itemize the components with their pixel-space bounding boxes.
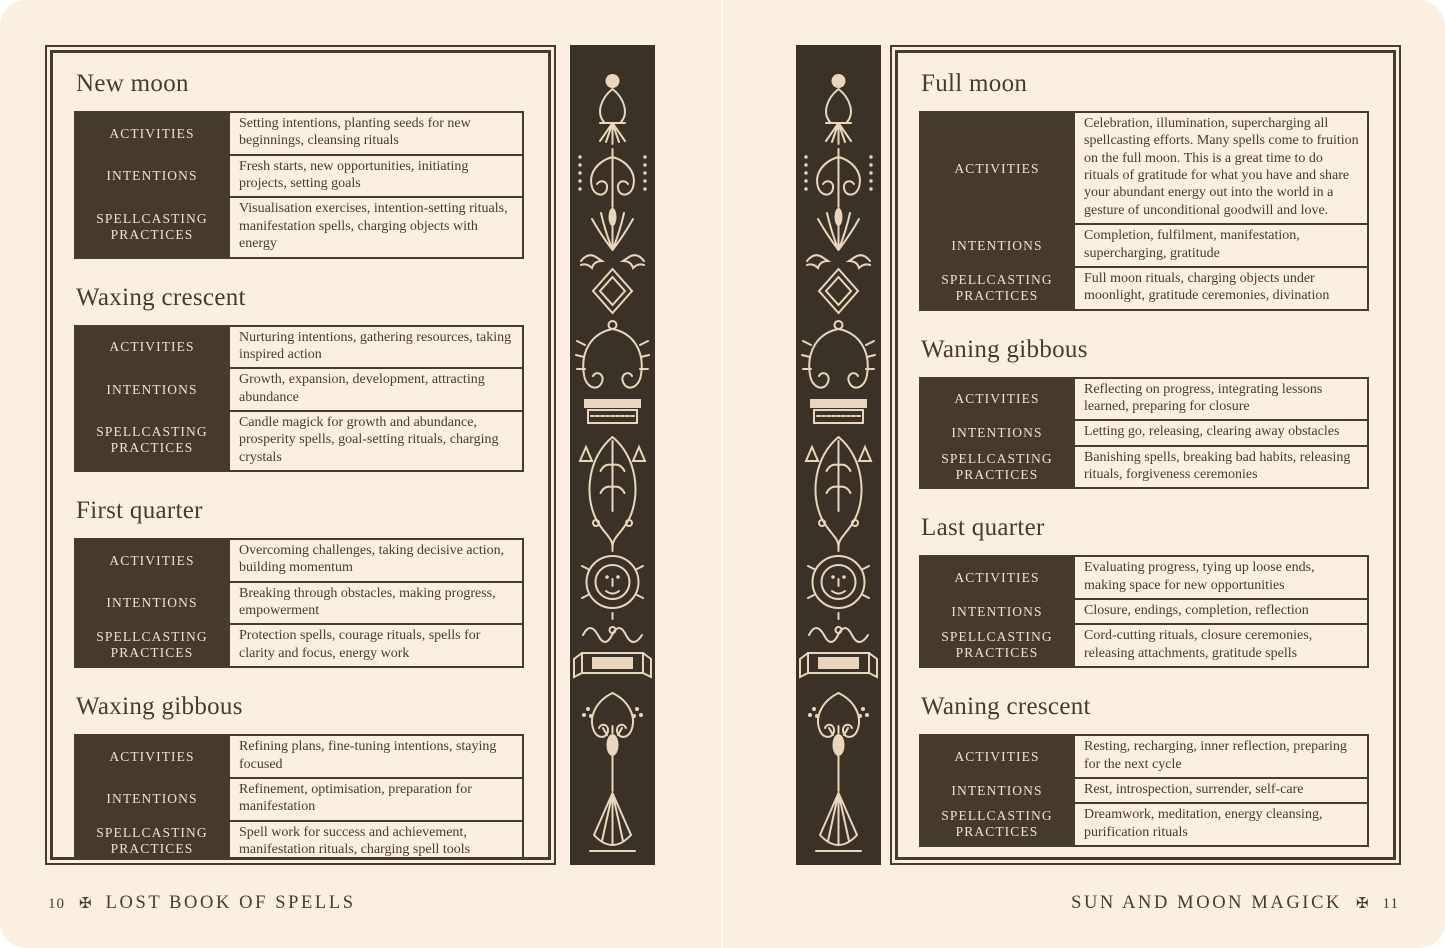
row-label-activities: ACTIVITIES [75,539,229,582]
table-row [920,778,1368,803]
row-label-intentions: INTENTIONS [920,420,1074,445]
table-row [920,556,1368,599]
table-row [920,112,1368,224]
row-value-activities: Celebration, illumination, supercharging all spellcasting efforts. Many spells come to fruition on the full moon. This is a great time to do rituals of gratitude for what you have and share your abundant energy out into the world in a gesture of unconditional goodwill and love. [1074,112,1368,224]
row-value-intentions: Completion, fulfilment, manifestation, supercharging, gratitude [1074,224,1368,267]
ornamental-border-icon [570,45,655,865]
row-label-intentions: INTENTIONS [75,582,229,625]
table-row [920,224,1368,267]
row-label-activities: ACTIVITIES [920,556,1074,599]
table-row [75,582,523,625]
table-row [920,378,1368,421]
row-value-spellcasting: Protection spells, courage rituals, spells for clarity and focus, energy work [229,624,523,667]
section-last-quarter [919,514,1369,668]
row-value-spellcasting: Dreamwork, meditation, energy cleansing, purification rituals [1074,803,1368,846]
row-label-intentions: INTENTIONS [75,368,229,411]
row-label-intentions: INTENTIONS [920,778,1074,803]
row-value-spellcasting: Cord-cutting rituals, closure ceremonies, releasing attachments, gratitude spells [1074,624,1368,667]
section-waning-gibbous [919,336,1369,490]
right-page-content [895,50,1396,860]
row-label-intentions: INTENTIONS [920,224,1074,267]
row-value-activities: Nurturing intentions, gathering resources, taking inspired action [229,326,523,369]
row-label-activities: ACTIVITIES [920,112,1074,224]
book-title: LOST BOOK OF SPELLS [105,893,356,913]
row-label-activities: ACTIVITIES [75,735,229,778]
section-full-moon [919,70,1369,311]
row-label-activities: ACTIVITIES [920,735,1074,778]
table-row [920,803,1368,846]
phase-title: Full moon [921,70,1028,97]
table-row [920,735,1368,778]
table-row [75,539,523,582]
table-row [920,267,1368,310]
section-waxing-crescent [74,284,524,473]
phase-title: Waning crescent [921,693,1091,721]
table-row [920,420,1368,445]
right-page-footer [1071,893,1399,914]
row-value-intentions: Fresh starts, new opportunities, initiating projects, setting goals [229,155,523,198]
ornamental-border-icon [796,45,881,865]
table-row [75,112,523,155]
phase-title: New moon [76,70,189,97]
row-value-activities: Refining plans, fine-tuning intentions, staying focused [229,735,523,778]
section-new-moon [74,70,524,259]
table-row [75,821,523,860]
left-page-frame [45,45,556,865]
row-label-activities: ACTIVITIES [75,326,229,369]
phase-title: Waxing gibbous [76,693,243,721]
page-spine [721,0,723,948]
table-row [75,368,523,411]
phase-table [74,538,524,668]
table-row [920,446,1368,489]
left-page-footer [48,893,356,914]
phase-title: Last quarter [921,514,1045,542]
row-value-intentions: Breaking through obstacles, making progress, empowerment [229,582,523,625]
table-row [920,599,1368,624]
row-label-activities: ACTIVITIES [75,112,229,155]
row-label-spellcasting: SPELLCASTING PRACTICES [920,624,1074,667]
row-label-spellcasting: SPELLCASTING PRACTICES [920,446,1074,489]
phase-table [919,377,1369,490]
phase-table [74,325,524,473]
section-waning-crescent [919,693,1369,847]
table-row [75,197,523,257]
row-value-spellcasting: Spell work for success and achievement, manifestation rituals, charging spell tools [229,821,523,860]
row-label-intentions: INTENTIONS [75,778,229,821]
table-row [75,778,523,821]
phase-table [74,734,524,860]
row-value-spellcasting: Visualisation exercises, intention-setting rituals, manifestation spells, charging objects with energy [229,197,523,257]
row-label-spellcasting: SPELLCASTING PRACTICES [920,803,1074,846]
phase-title: Waning gibbous [921,335,1088,363]
row-label-activities: ACTIVITIES [920,378,1074,421]
row-value-intentions: Closure, endings, completion, reflection [1074,599,1368,624]
row-value-activities: Overcoming challenges, taking decisive action, building momentum [229,539,523,582]
left-page-content [50,50,551,860]
row-label-spellcasting: SPELLCASTING PRACTICES [75,821,229,860]
row-value-activities: Resting, recharging, inner reflection, preparing for the next cycle [1074,735,1368,778]
row-label-spellcasting: SPELLCASTING PRACTICES [75,197,229,257]
phase-title: First quarter [76,497,203,525]
row-value-spellcasting: Candle magick for growth and abundance, prosperity spells, goal-setting rituals, charging crystals [229,411,523,471]
row-value-spellcasting: Banishing spells, breaking bad habits, releasing rituals, forgiveness ceremonies [1074,446,1368,489]
table-row [75,326,523,369]
phase-table [74,111,524,259]
row-label-intentions: INTENTIONS [920,599,1074,624]
maltese-cross-icon: ✠ [1355,896,1369,912]
row-label-spellcasting: SPELLCASTING PRACTICES [75,624,229,667]
row-label-intentions: INTENTIONS [75,155,229,198]
page-number: 11 [1382,896,1399,912]
row-value-intentions: Rest, introspection, surrender, self-care [1074,778,1368,803]
row-value-activities: Setting intentions, planting seeds for new beginnings, cleansing rituals [229,112,523,155]
right-page-frame [890,45,1401,865]
row-value-intentions: Refinement, optimisation, preparation for manifestation [229,778,523,821]
phase-table [919,111,1369,311]
row-value-intentions: Growth, expansion, development, attracting abundance [229,368,523,411]
table-row [75,735,523,778]
row-label-spellcasting: SPELLCASTING PRACTICES [920,267,1074,310]
table-row [75,155,523,198]
table-row [75,624,523,667]
row-value-activities: Evaluating progress, tying up loose ends, making space for new opportunities [1074,556,1368,599]
row-value-activities: Reflecting on progress, integrating lessons learned, preparing for closure [1074,378,1368,421]
section-first-quarter [74,497,524,668]
chapter-title: SUN AND MOON MAGICK [1071,893,1342,913]
row-value-spellcasting: Full moon rituals, charging objects under moonlight, gratitude ceremonies, divination [1074,267,1368,310]
section-waxing-gibbous [74,693,524,860]
phase-table [919,734,1369,847]
page-number: 10 [48,896,65,912]
row-value-intentions: Letting go, releasing, clearing away obstacles [1074,420,1368,445]
maltese-cross-icon: ✠ [79,896,92,912]
table-row [75,411,523,471]
phase-title: Waxing crescent [76,283,246,311]
row-label-spellcasting: SPELLCASTING PRACTICES [75,411,229,471]
table-row [920,624,1368,667]
phase-table [919,555,1369,668]
